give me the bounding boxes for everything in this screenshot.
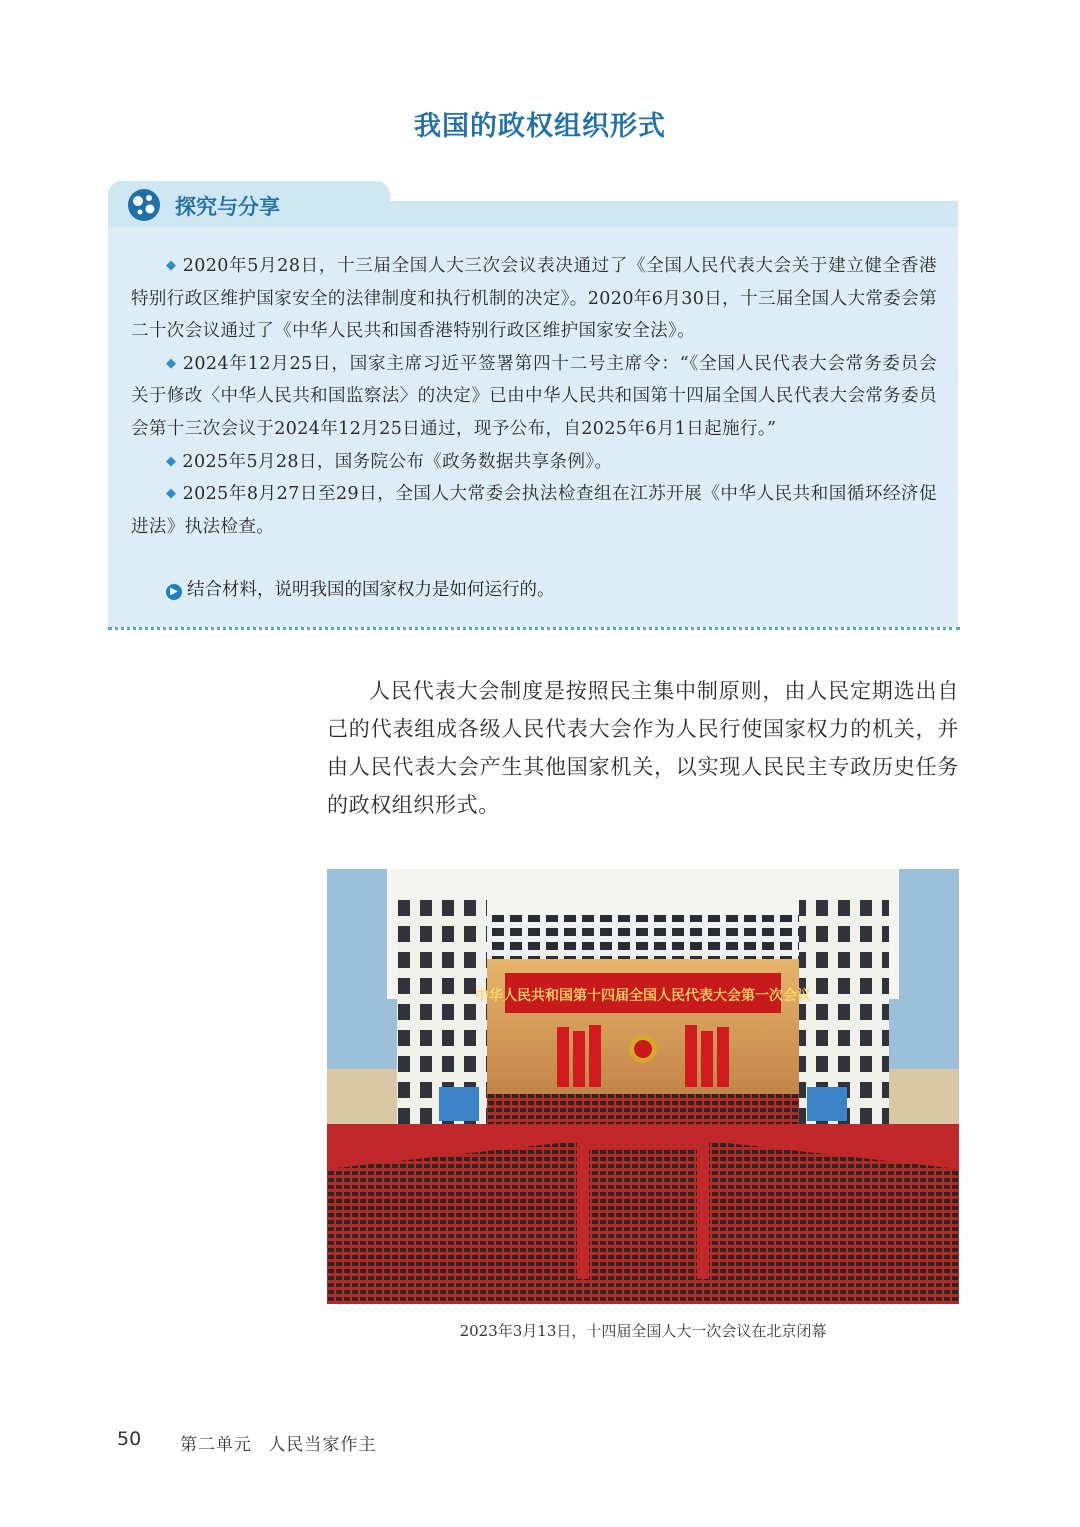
page-number: 50 (117, 1428, 142, 1450)
material-item: ◆ 2025年8月27日至29日，全国人大常委会执法检查组在江苏开展《中华人民共和国循环经济促进法》执法检查。 (131, 484, 937, 537)
discussion-question: ▶ 结合材料，说明我国的国家权力是如何运行的。 (166, 576, 555, 601)
banner-text: 中华人民共和国第十四届全国人民代表大会第一次会议 (475, 988, 811, 1004)
diamond-bullet-icon: ◆ (166, 258, 177, 273)
diamond-bullet-icon: ◆ (166, 355, 177, 371)
main-paragraph: 人民代表大会制度是按照民主集中制原则，由人民定期选出自己的代表组成各级人民代表大会作为人民行使国家权力的机关，并由人民代表大会产生其他国家机关，以实现人民民主专政历史任务的政权组织形式。 (327, 679, 959, 817)
material-item: ◆ 2024年12月25日，国家主席习近平签署第四十二号主席令：“《全国人民代表大会常务委员会关于修改〈中华人民共和国监察法〉的决定》已由中华人民共和国第十四届全国人民代表大会常务委员会第十三次会议于2024年12月25日通过，现予公布，自2025年6月1日起施行。” (131, 353, 937, 439)
material-item: ◆ 2020年5月28日，十三届全国人大三次会议表决通过了《全国人民代表大会关于建立健全香港特别行政区维护国家安全的法律制度和执行机制的决定》。2020年6月30日，十三届全国人大常委会第二十次会议通过了《中华人民共和国香港特别行政区维护国家安全法》。 (131, 256, 937, 342)
explore-share-icon (125, 187, 163, 223)
photo-caption: 2023年3月13日，十四届全国人大一次会议在北京闭幕 (459, 1322, 827, 1340)
box-material (131, 250, 937, 543)
box-header-strip (380, 201, 958, 227)
dotted-divider (108, 627, 960, 630)
great-hall-photo (327, 869, 959, 1304)
box-title: 探究与分享 (175, 195, 280, 219)
material-item: ◆ 2025年5月28日，国务院公布《政务数据共享条例》。 (166, 451, 613, 472)
unit-label: 第二单元 人民当家作主 (180, 1435, 377, 1455)
arrow-right-icon: ▶ (166, 584, 182, 600)
section-title: 我国的政权组织形式 (414, 111, 666, 142)
diamond-bullet-icon: ◆ (166, 486, 177, 502)
diamond-bullet-icon: ◆ (166, 453, 177, 469)
